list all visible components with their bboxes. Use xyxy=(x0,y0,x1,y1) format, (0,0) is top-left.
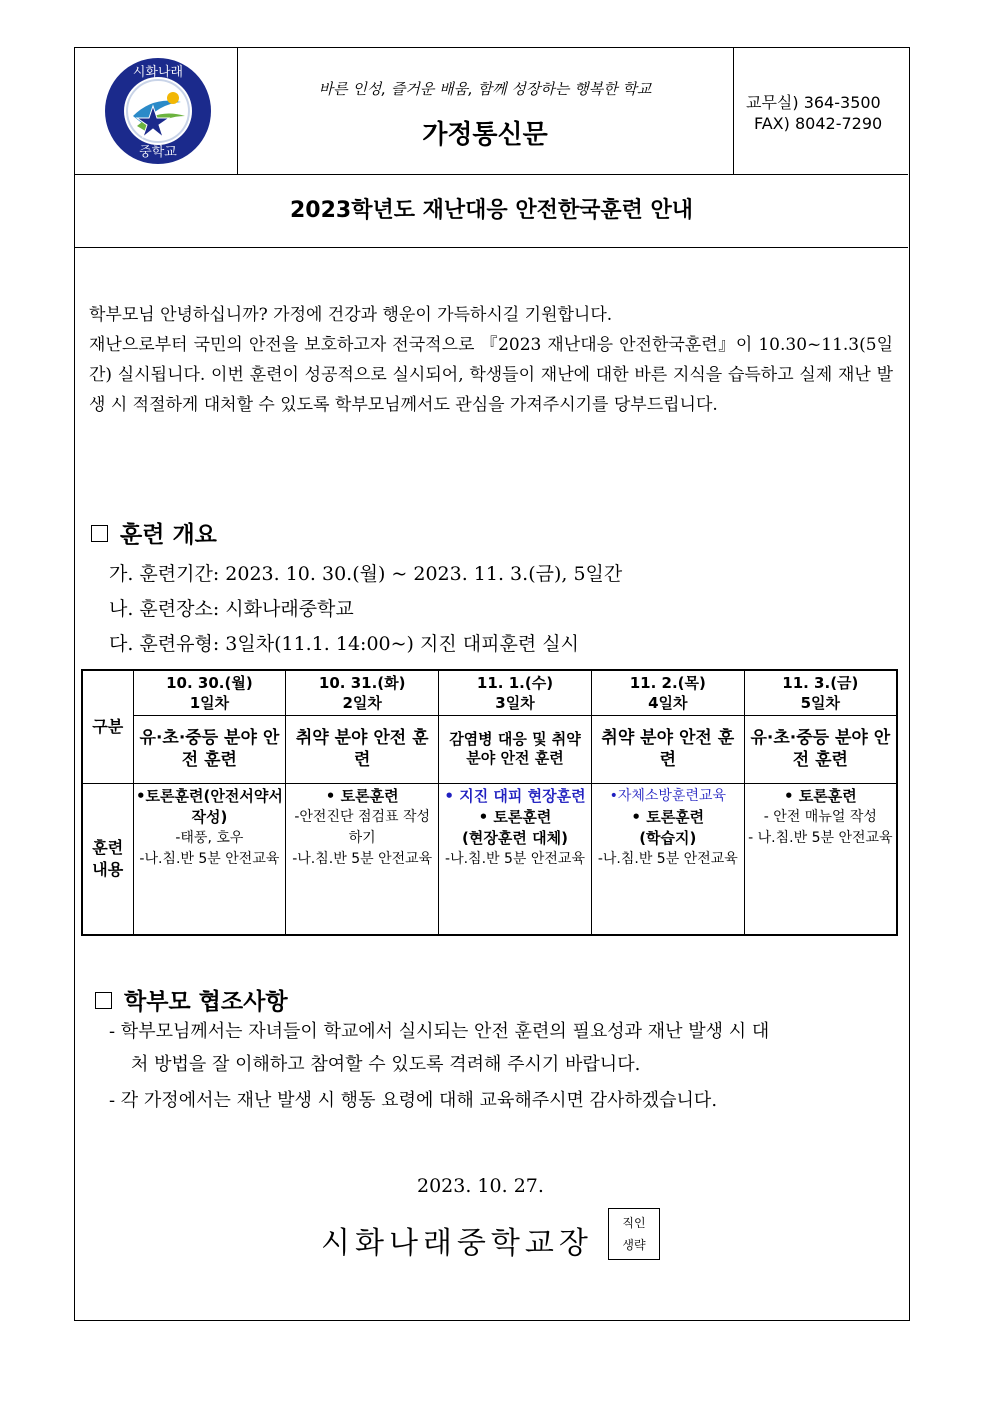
day-date: 10. 31.(화) xyxy=(318,673,406,692)
content-line: • 토론훈련 xyxy=(325,786,399,805)
day-date: 10. 30.(월) xyxy=(166,673,253,692)
contact-info xyxy=(734,48,908,174)
content-line: • 토론훈련 xyxy=(631,807,705,826)
day-number: 3일차 xyxy=(495,693,535,712)
content-line: -안전진단 점검표 작성하기 xyxy=(294,808,431,846)
training-type: 취약 분야 안전 훈련 xyxy=(591,715,744,783)
cooperation-item-cont: 처 방법을 잘 이해하고 참여할 수 있도록 격려해 주시기 바랍니다. xyxy=(131,1054,641,1075)
training-type: 유·초·중등 분야 안전 훈련 xyxy=(744,715,897,783)
seal-omitted-stamp xyxy=(608,1208,660,1260)
schedule-content-row xyxy=(82,783,897,935)
day-number: 2일차 xyxy=(342,693,382,712)
content-line: - 나.침.반 5분 안전교육 xyxy=(748,829,893,846)
intro-body: 재난으로부터 국민의 안전을 보호하고자 전국적으로 『2023 재난대응 안전한국훈련』이 10.30~11.3(5일간) 실시됩니다. 이번 훈련이 성공적으로 실시되어, 학생들이 재난에 대한 바른 지식을 습득하고 실제 재난 발생 시 적절하게 대처할 수 있도록 학부모님께서도 관심을 가져주시기를 당부드립니다. xyxy=(89,335,893,415)
overview-heading xyxy=(91,516,217,549)
training-content xyxy=(133,783,286,935)
row-header-content: 훈련 내용 xyxy=(82,783,133,935)
school-logo xyxy=(103,56,213,166)
day-header xyxy=(133,670,286,715)
cooperation-item: - 학부모님께서는 자녀들이 학교에서 실시되는 안전 훈련의 필요성과 재난 발생 시 대 xyxy=(109,1021,770,1042)
content-line: •토론훈련(안전서약서 작성) xyxy=(135,786,283,826)
cooperation-item: - 각 가정에서는 재난 발생 시 행동 요령에 대해 교육해주시면 감사하겠습니다. xyxy=(109,1090,718,1111)
content-line: -나.침.반 5분 안전교육 xyxy=(597,850,738,867)
newsletter-title: 가정통신문 xyxy=(422,120,548,150)
cooperation-heading-text: 학부모 협조사항 xyxy=(124,989,288,1015)
content-line: (현장훈련 대체) xyxy=(462,828,568,847)
overview-item-place: 나. 훈련장소: 시화나래중학교 xyxy=(109,598,354,620)
stamp-text: 직인 xyxy=(622,1216,646,1230)
principal-signature: 시화나래중학교장 xyxy=(321,1226,593,1261)
day-number: 1일차 xyxy=(189,693,230,712)
training-type: 유·초·중등 분야 안전 훈련 xyxy=(133,715,286,783)
overview-item-type: 다. 훈련유형: 3일차(11.1. 14:00~) 지진 대피훈련 실시 xyxy=(109,633,579,655)
day-header xyxy=(286,670,439,715)
issue-date: 2023. 10. 27. xyxy=(417,1175,544,1197)
logo-text-top: 시화나래 xyxy=(132,65,184,80)
training-content xyxy=(591,783,744,935)
training-type: 취약 분야 안전 훈련 xyxy=(286,715,439,783)
overview-item-period: 가. 훈련기간: 2023. 10. 30.(월) ~ 2023. 11. 3.(금), 5일간 xyxy=(109,563,623,585)
content-line: • 토론훈련 xyxy=(783,786,857,805)
day-header xyxy=(591,670,744,715)
cooperation-heading xyxy=(95,983,288,1016)
row-header-category: 구분 xyxy=(82,670,133,783)
overview-heading-text: 훈련 개요 xyxy=(120,522,217,548)
logo-cell xyxy=(75,48,238,174)
training-type: 감염병 대응 및 취약 분야 안전 훈련 xyxy=(439,715,592,783)
day-header xyxy=(439,670,592,715)
schedule-date-row xyxy=(82,670,897,715)
content-line: -나.침.반 5분 안전교육 xyxy=(292,850,433,867)
content-line: - 안전 매뉴얼 작성 xyxy=(763,808,877,825)
header xyxy=(75,48,908,175)
day-date: 11. 1.(수) xyxy=(476,673,554,692)
phone-number: 교무실) 364-3500 xyxy=(746,93,881,112)
training-content xyxy=(286,783,439,935)
content-line: •자체소방훈련교육 xyxy=(609,787,727,804)
day-number: 5일차 xyxy=(800,693,841,712)
day-date: 11. 2.(목) xyxy=(629,673,706,692)
training-content xyxy=(439,783,592,935)
content-line: -나.침.반 5분 안전교육 xyxy=(139,850,280,867)
intro-greeting: 학부모님 안녕하십니까? 가정에 건강과 행운이 가득하시길 기원합니다. xyxy=(89,305,613,325)
fax-number: FAX) 8042-7290 xyxy=(754,114,883,133)
content-line: (학습지) xyxy=(639,828,697,847)
content-line: -나.침.반 5분 안전교육 xyxy=(445,850,585,867)
logo-text-bottom: 중학교 xyxy=(139,145,177,160)
newsletter-frame xyxy=(74,47,910,1321)
header-center xyxy=(237,48,734,174)
checkbox-square-icon xyxy=(91,525,108,542)
stamp-text: 생략 xyxy=(622,1238,646,1252)
schedule-type-row xyxy=(82,715,897,783)
day-header xyxy=(744,670,897,715)
page-title: 2023학년도 재난대응 안전한국훈련 안내 xyxy=(75,175,908,248)
school-motto: 바른 인성, 즐거운 배움, 함께 성장하는 행복한 학교 xyxy=(318,80,652,98)
content-line: • 지진 대피 현장훈련 xyxy=(444,786,586,805)
content-line: • 토론훈련 xyxy=(478,807,552,826)
day-number: 4일차 xyxy=(648,693,688,712)
intro-paragraph xyxy=(89,300,893,420)
schedule-table xyxy=(81,669,898,936)
checkbox-square-icon xyxy=(95,992,112,1009)
training-content xyxy=(744,783,897,935)
content-line: -태풍, 호우 xyxy=(175,829,244,846)
day-date: 11. 3.(금) xyxy=(782,673,859,692)
